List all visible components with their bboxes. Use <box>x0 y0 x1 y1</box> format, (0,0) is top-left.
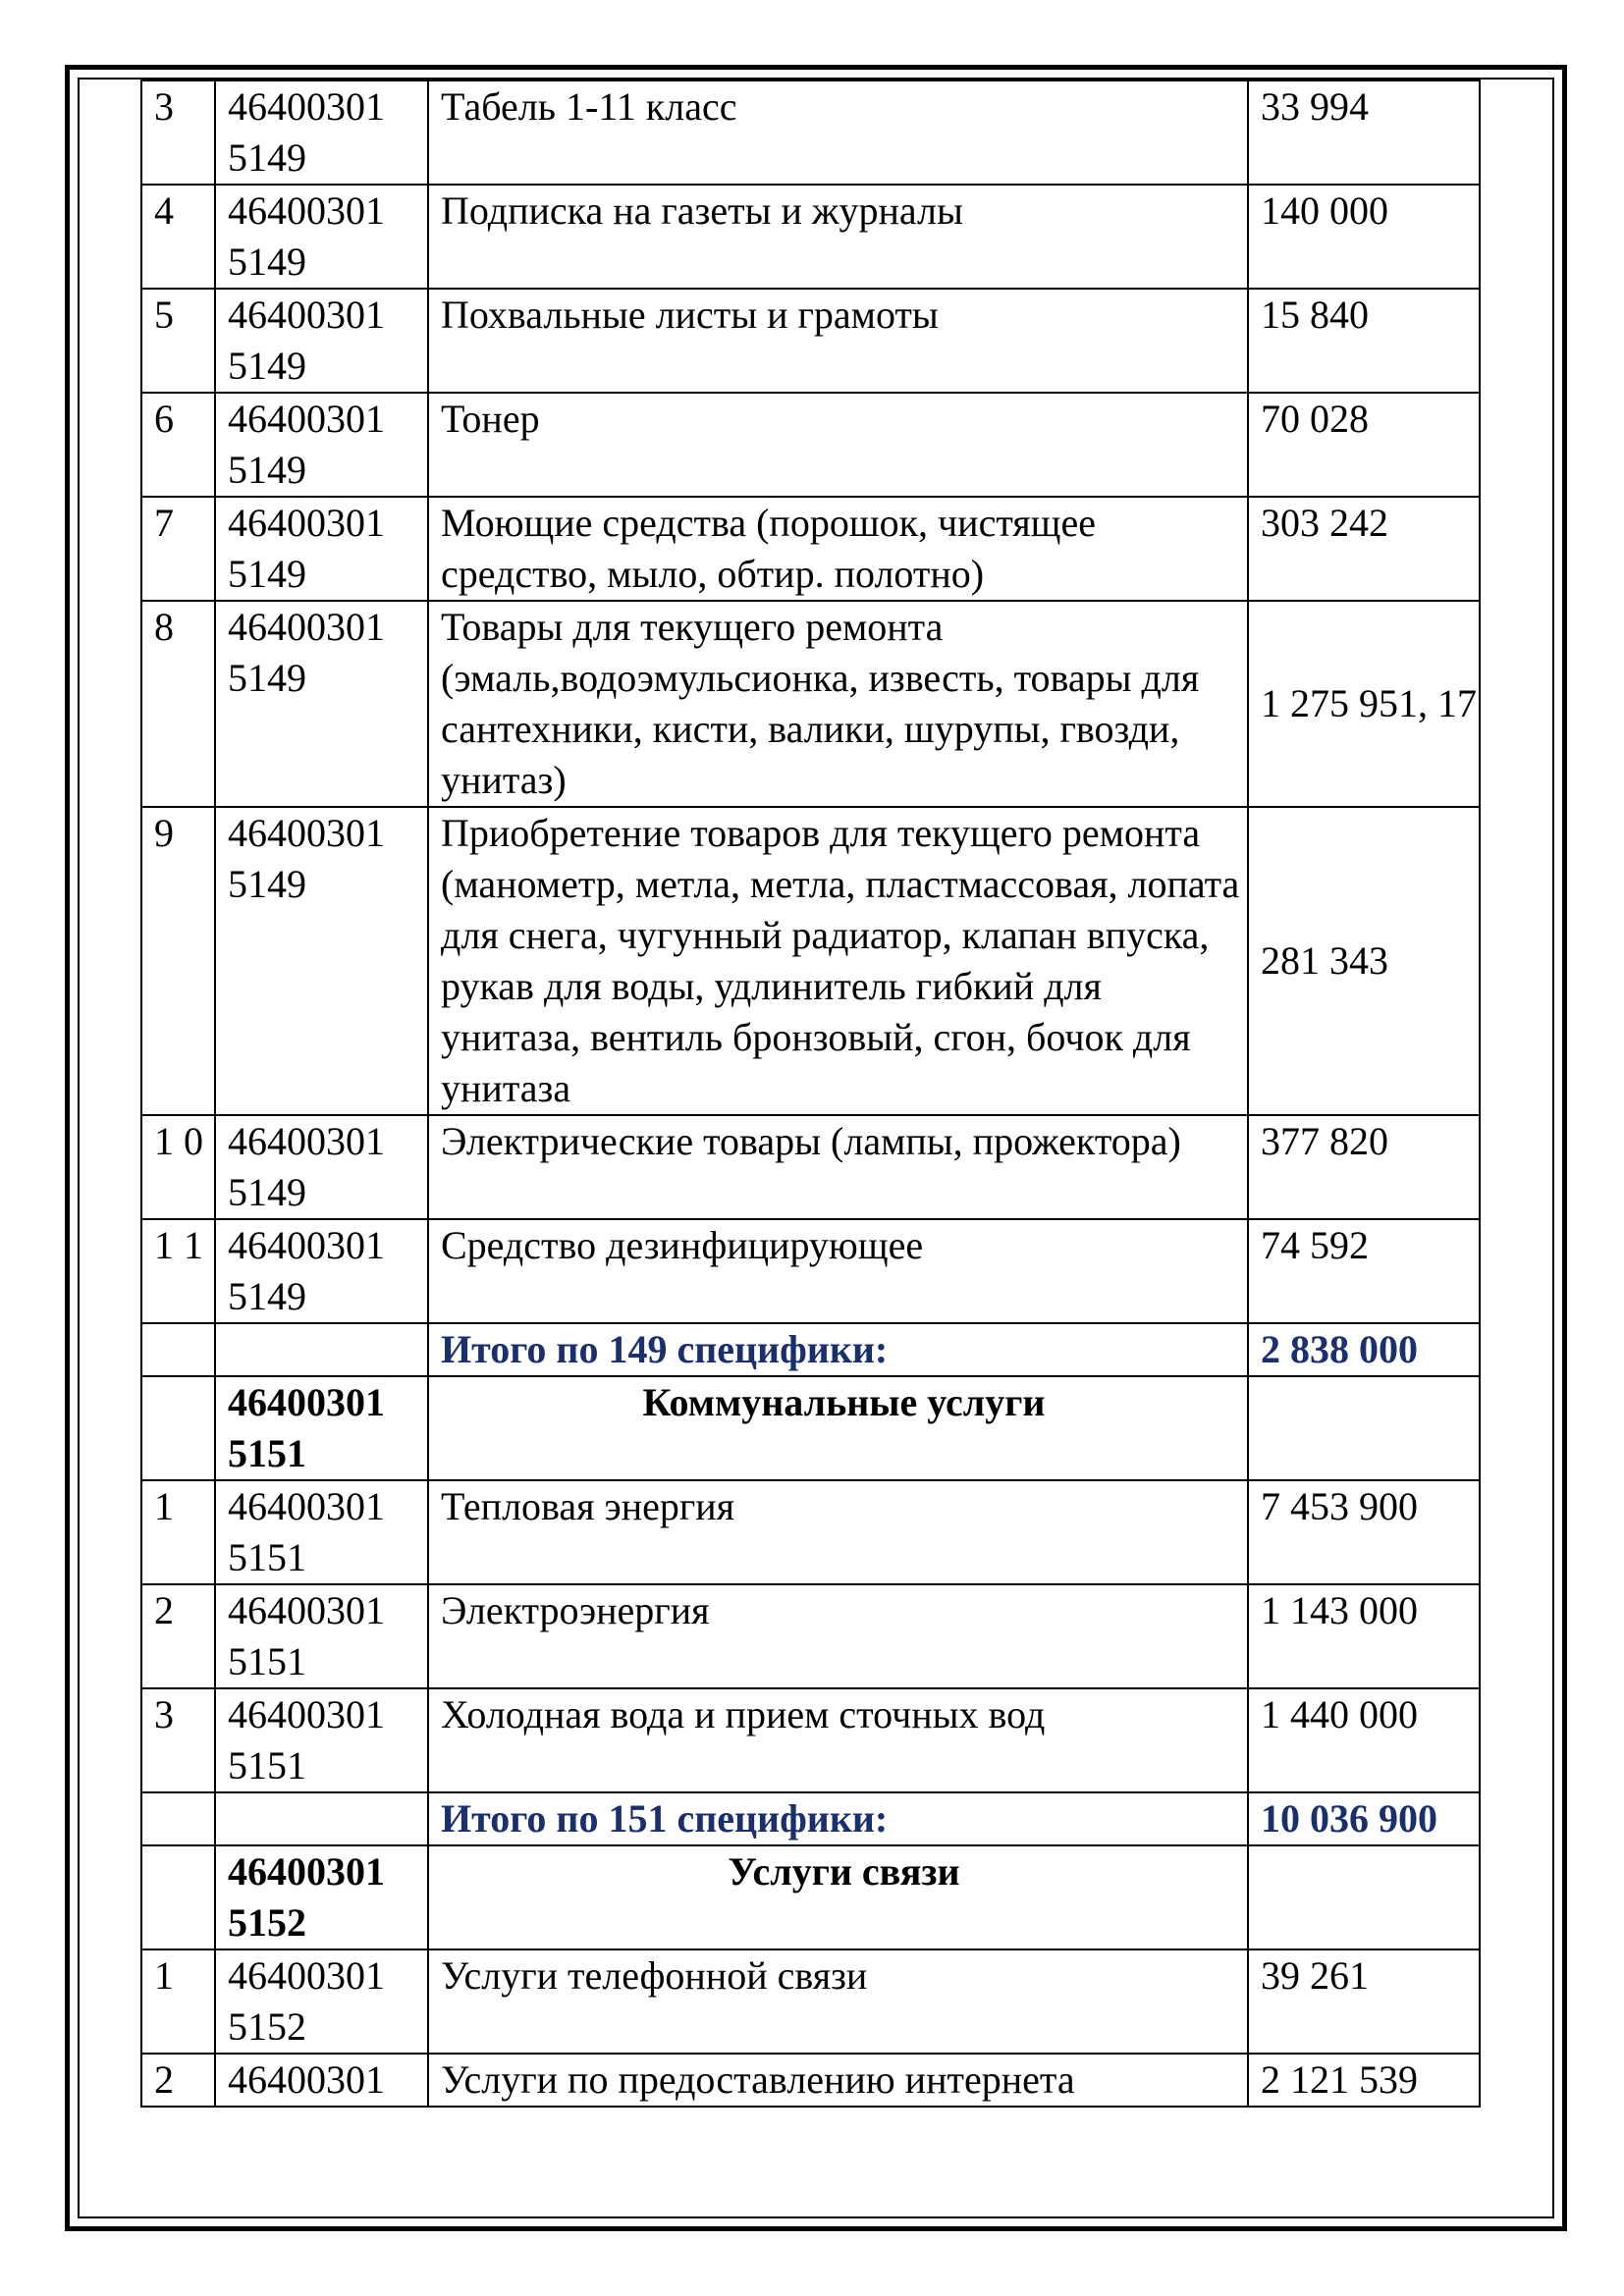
section-code: 46400301 5152 <box>215 1845 428 1949</box>
table-row <box>141 601 1480 807</box>
budget-code: 46400301 5151 <box>215 1480 428 1584</box>
row-number: 1 <box>141 1480 215 1584</box>
empty-cell <box>215 1792 428 1845</box>
item-amount: 1 440 000 <box>1248 1688 1480 1792</box>
item-amount: 140 000 <box>1248 185 1480 289</box>
section-header-row <box>141 1845 1480 1949</box>
item-name: Товары для текущего ремонта (эмаль,водоэмульсионка, известь, товары для сантехники, кисти, валики, шурупы, гвозди, унитаз) <box>428 601 1248 807</box>
total-row <box>141 1792 1480 1845</box>
row-number: 7 <box>141 497 215 601</box>
row-number: 4 <box>141 185 215 289</box>
row-number: 6 <box>141 393 215 497</box>
item-name: Подписка на газеты и журналы <box>428 185 1248 289</box>
item-amount: 15 840 <box>1248 289 1480 393</box>
table-row <box>141 1949 1480 2054</box>
item-amount: 2 121 539 <box>1248 2054 1480 2107</box>
budget-code: 46400301 5149 <box>215 1219 428 1323</box>
item-name: Услуги телефонной связи <box>428 1949 1248 2054</box>
row-number: 8 <box>141 601 215 807</box>
budget-code: 46400301 5151 <box>215 1584 428 1688</box>
item-name: Табель 1-11 класс <box>428 80 1248 185</box>
total-row <box>141 1323 1480 1376</box>
row-number: 1 0 <box>141 1115 215 1219</box>
empty-cell <box>141 1845 215 1949</box>
section-header-row <box>141 1376 1480 1480</box>
total-amount: 2 838 000 <box>1248 1323 1480 1376</box>
budget-code: 46400301 5149 <box>215 185 428 289</box>
empty-cell <box>141 1323 215 1376</box>
item-amount: 1 143 000 <box>1248 1584 1480 1688</box>
table-row <box>141 1584 1480 1688</box>
budget-code: 46400301 <box>215 2054 428 2107</box>
total-label: Итого по 151 специфики: <box>428 1792 1248 1845</box>
budget-code: 46400301 5149 <box>215 1115 428 1219</box>
budget-code: 46400301 5149 <box>215 601 428 807</box>
table-row <box>141 497 1480 601</box>
section-title: Коммунальные услуги <box>428 1376 1248 1480</box>
section-title: Услуги связи <box>428 1845 1248 1949</box>
empty-cell <box>141 1792 215 1845</box>
item-name: Тонер <box>428 393 1248 497</box>
budget-code: 46400301 5149 <box>215 807 428 1115</box>
table-row <box>141 185 1480 289</box>
budget-code: 46400301 5151 <box>215 1688 428 1792</box>
table-row <box>141 1219 1480 1323</box>
item-amount: 74 592 <box>1248 1219 1480 1323</box>
item-amount: 281 343 <box>1248 807 1480 1115</box>
item-amount: 70 028 <box>1248 393 1480 497</box>
row-number: 2 <box>141 1584 215 1688</box>
table-row <box>141 1115 1480 1219</box>
row-number: 1 <box>141 1949 215 2054</box>
row-number: 3 <box>141 1688 215 1792</box>
item-amount: 377 820 <box>1248 1115 1480 1219</box>
budget-code: 46400301 5149 <box>215 289 428 393</box>
row-number: 2 <box>141 2054 215 2107</box>
row-number: 3 <box>141 80 215 185</box>
row-number: 1 1 <box>141 1219 215 1323</box>
table-row <box>141 80 1480 185</box>
empty-cell <box>1248 1845 1480 1949</box>
table-row <box>141 2054 1480 2107</box>
budget-code: 46400301 5152 <box>215 1949 428 2054</box>
budget-code: 46400301 5149 <box>215 80 428 185</box>
table-row <box>141 1480 1480 1584</box>
empty-cell <box>215 1323 428 1376</box>
table-row <box>141 393 1480 497</box>
total-amount: 10 036 900 <box>1248 1792 1480 1845</box>
item-amount: 39 261 <box>1248 1949 1480 2054</box>
row-number: 9 <box>141 807 215 1115</box>
item-name: Услуги по предоставлению интернета <box>428 2054 1248 2107</box>
item-name: Холодная вода и прием сточных вод <box>428 1688 1248 1792</box>
item-name: Тепловая энергия <box>428 1480 1248 1584</box>
table-row <box>141 1688 1480 1792</box>
table-row <box>141 289 1480 393</box>
total-label: Итого по 149 специфики: <box>428 1323 1248 1376</box>
item-amount: 303 242 <box>1248 497 1480 601</box>
budget-code: 46400301 5149 <box>215 497 428 601</box>
expense-table <box>140 80 1481 2108</box>
item-name: Электрические товары (лампы, прожектора) <box>428 1115 1248 1219</box>
item-amount: 1 275 951, 17 <box>1248 601 1480 807</box>
item-amount: 7 453 900 <box>1248 1480 1480 1584</box>
item-name: Средство дезинфицирующее <box>428 1219 1248 1323</box>
item-name: Приобретение товаров для текущего ремонта (манометр, метла, метла, пластмассовая, лопата для снега, чугунный радиатор, клапан впуска, рукав для воды, удлинитель гибкий для унитаза, вентиль бронзовый, сгон, бочок для унитаза <box>428 807 1248 1115</box>
empty-cell <box>1248 1376 1480 1480</box>
table-row <box>141 807 1480 1115</box>
item-name: Моющие средства (порошок, чистящее средство, мыло, обтир. полотно) <box>428 497 1248 601</box>
item-name: Похвальные листы и грамоты <box>428 289 1248 393</box>
budget-code: 46400301 5149 <box>215 393 428 497</box>
row-number: 5 <box>141 289 215 393</box>
item-amount: 33 994 <box>1248 80 1480 185</box>
item-name: Электроэнергия <box>428 1584 1248 1688</box>
section-code: 46400301 5151 <box>215 1376 428 1480</box>
empty-cell <box>141 1376 215 1480</box>
